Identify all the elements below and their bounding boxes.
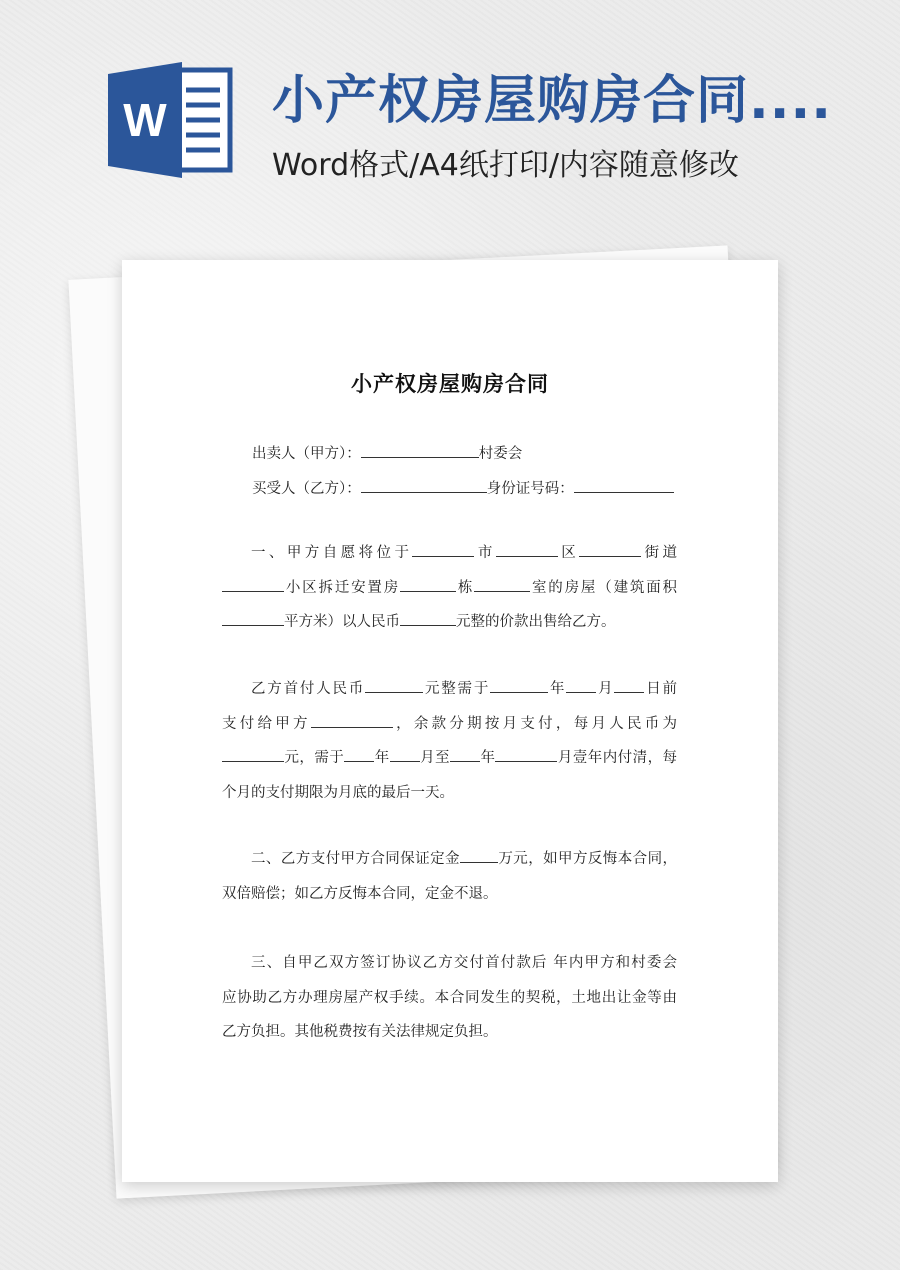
- document-page: [122, 260, 778, 1182]
- payment-text-h: 元，需于: [284, 750, 345, 766]
- document-title: 小产权房屋购房合同: [351, 371, 549, 396]
- district-blank[interactable]: [496, 543, 558, 557]
- buyer-line: [252, 477, 674, 498]
- clause1-text-e: 小区拆迁安置房: [284, 579, 401, 596]
- clause2-text-b: 万元，如甲方反悔本合同，: [497, 851, 677, 867]
- clause3-text-a: 三、自甲乙双方签订协议乙方交付首付款后 年内甲方和村委会: [251, 955, 677, 971]
- area-blank[interactable]: [222, 612, 284, 626]
- banner: [0, 0, 900, 230]
- clause-1: [222, 536, 677, 640]
- payment-text-g: ，余款分期按月支付，每月人民币为: [392, 715, 678, 732]
- logo-letter: W: [123, 94, 167, 146]
- payment-clause: [222, 672, 677, 810]
- from-year-blank[interactable]: [344, 748, 374, 762]
- payment-text-f: 支付给甲方: [222, 715, 311, 732]
- price-blank[interactable]: [400, 612, 456, 626]
- seller-label: 出卖人（甲方）：: [252, 446, 361, 462]
- clause1-text-h: 平方米）以人民币: [284, 614, 400, 630]
- deposit-blank[interactable]: [460, 849, 498, 863]
- payment-text-m: 个月的支付期限为月底的最后一天。: [222, 784, 454, 801]
- clause1-text-b: 市: [474, 545, 496, 561]
- building-blank[interactable]: [400, 578, 456, 592]
- payment-text-b: 元整需于: [423, 681, 491, 697]
- clause2-text-c: 双倍赔偿；如乙方反悔本合同，定金不退。: [222, 885, 498, 902]
- clause1-text-f: 栋: [456, 579, 475, 596]
- payment-text-j: 月至: [419, 750, 451, 766]
- id-label: 身份证号码：: [486, 481, 574, 497]
- clause1-text-a: 一、甲方自愿将位于: [251, 545, 413, 561]
- payment-text-a: 乙方首付人民币: [251, 681, 366, 697]
- clause1-text-d: 街道: [641, 545, 678, 561]
- payment-text-c: 年: [548, 681, 567, 697]
- payment-text-i: 年: [374, 750, 390, 766]
- clause3-text-b: 应协助乙方办理房屋产权手续。本合同发生的契税，土地出让金等由: [222, 989, 677, 1006]
- id-blank[interactable]: [574, 479, 674, 493]
- banner-title: 小产权房屋购房合同....: [272, 71, 833, 131]
- clause3-text-c: 乙方负担。其他税费按有关法律规定负担。: [222, 1024, 498, 1040]
- seller-blank[interactable]: [361, 444, 479, 458]
- monthly-amount-blank[interactable]: [222, 748, 284, 762]
- to-year-blank[interactable]: [450, 748, 480, 762]
- seller-suffix: 村委会: [478, 446, 523, 462]
- payment-text-k: 年: [480, 750, 496, 766]
- clause1-text-i: 元整的价款出售给乙方。: [456, 614, 616, 630]
- pay-day-blank[interactable]: [614, 679, 644, 693]
- street-blank[interactable]: [579, 543, 641, 557]
- payment-text-e: 日前: [644, 681, 678, 697]
- pay-year-blank[interactable]: [490, 679, 548, 693]
- buyer-label: 买受人（乙方）：: [252, 481, 361, 497]
- down-payment-blank[interactable]: [365, 679, 423, 693]
- room-blank[interactable]: [474, 578, 530, 592]
- payee-blank[interactable]: [311, 714, 393, 728]
- clause1-text-c: 区: [557, 545, 580, 561]
- pay-month-blank[interactable]: [566, 679, 596, 693]
- community-blank[interactable]: [222, 578, 284, 592]
- payment-text-d: 月: [596, 681, 615, 697]
- payment-text-l: 月壹年内付清，每: [557, 750, 678, 766]
- clause-3: [222, 946, 677, 1050]
- word-logo-icon: [108, 60, 236, 180]
- city-blank[interactable]: [412, 543, 474, 557]
- clause-2: [222, 842, 677, 911]
- to-month-blank[interactable]: [495, 748, 557, 762]
- from-month-blank[interactable]: [390, 748, 420, 762]
- banner-subtitle: Word格式/A4纸打印/内容随意修改: [272, 148, 739, 183]
- clause1-text-g: 室的房屋（建筑面积: [530, 579, 678, 596]
- seller-line: [252, 442, 522, 463]
- buyer-blank[interactable]: [361, 479, 487, 493]
- clause2-text-a: 二、乙方支付甲方合同保证定金: [251, 851, 460, 867]
